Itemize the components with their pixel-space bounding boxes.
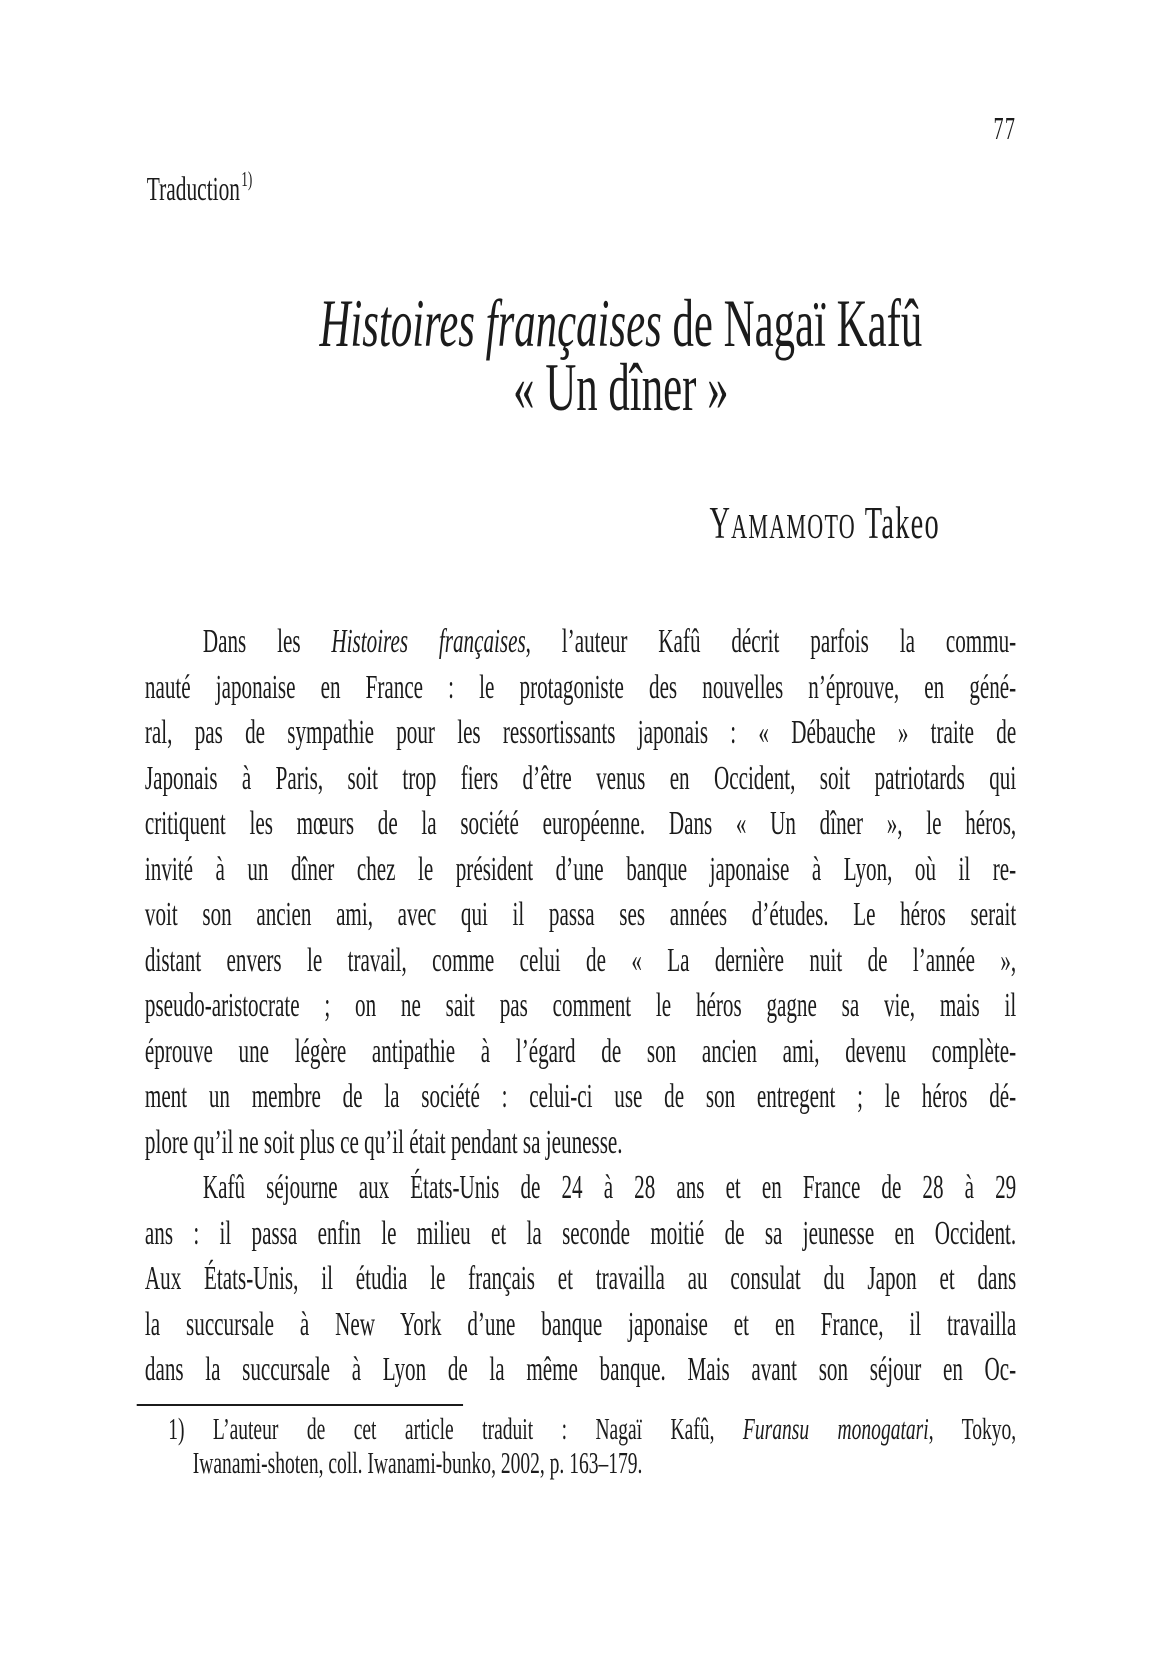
text-segment: voit son ancien ami, avec qui il passa ses années d’études. Le héros serait bbox=[144, 896, 1017, 933]
italic-text-segment: Histoires françaises bbox=[331, 623, 526, 660]
text-segment: 1) L’auteur de cet article traduit : Nagaï Kafû, bbox=[168, 1411, 743, 1446]
body-line bbox=[145, 1165, 1016, 1211]
text-segment: nauté japonaise en France : le protagoniste des nouvelles n’éprouve, en géné- bbox=[144, 668, 1017, 706]
text-segment: Kafû séjourne aux États-Unis de 24 à 28 ans et en France de 28 à 29 bbox=[202, 1169, 1017, 1206]
text-segment: , Tokyo, bbox=[928, 1411, 1017, 1446]
body-line bbox=[145, 710, 1016, 756]
body-line bbox=[145, 756, 1016, 802]
body-line bbox=[145, 801, 1016, 847]
page-number: 77 bbox=[993, 110, 1017, 146]
article-title bbox=[38, 285, 1166, 425]
text-segment: invité à un dîner chez le président d’une banque japonaise à Lyon, où il re- bbox=[144, 850, 1017, 888]
body-line bbox=[145, 1302, 1016, 1348]
running-head bbox=[147, 167, 253, 209]
body-line bbox=[145, 1074, 1016, 1120]
footnote-reference-marker: 1) bbox=[241, 167, 253, 191]
text-segment: éprouve une légère antipathie à l’égard de son ancien ami, devenu complète- bbox=[144, 1032, 1017, 1070]
text-segment: ment un membre de la société : celui-ci use de son entregent ; le héros dé- bbox=[144, 1078, 1017, 1115]
text-segment: critiquent les mœurs de la société européenne. Dans « Un dîner », le héros, bbox=[144, 805, 1017, 842]
title-author-part: de Nagaï Kafû bbox=[661, 285, 923, 361]
text-segment: , l’auteur Kafû décrit parfois la commu- bbox=[525, 623, 1017, 660]
author-given-name: Takeo bbox=[864, 498, 940, 548]
footnote-line bbox=[193, 1446, 643, 1480]
author-name bbox=[709, 497, 940, 549]
article-body bbox=[145, 619, 1016, 1393]
body-line bbox=[145, 619, 1016, 665]
italic-text-segment: Furansu monogatari bbox=[742, 1411, 929, 1446]
text-segment: Dans les bbox=[202, 623, 332, 660]
footnote-rule bbox=[137, 1404, 463, 1406]
body-line bbox=[145, 1029, 1016, 1075]
text-segment: plore qu’il ne soit plus ce qu’il était pendant sa jeunesse. bbox=[144, 1123, 623, 1161]
text-segment: la succursale à New York d’une banque japonaise et en France, il travailla bbox=[144, 1305, 1017, 1343]
body-line bbox=[145, 938, 1016, 984]
running-head-label: Traduction bbox=[146, 171, 241, 208]
text-segment: dans la succursale à Lyon de la même banque. Mais avant son séjour en Oc- bbox=[144, 1351, 1017, 1388]
body-line bbox=[145, 1347, 1016, 1393]
title-work-name: Histoires françaises bbox=[319, 285, 662, 361]
author-surname-initial: Y bbox=[709, 498, 732, 548]
body-line bbox=[145, 1211, 1016, 1257]
body-line bbox=[145, 665, 1016, 711]
body-line bbox=[145, 1256, 1016, 1302]
body-line bbox=[145, 892, 1016, 938]
article-title-line2: « Un dîner » bbox=[513, 349, 729, 425]
text-segment: ral, pas de sympathie pour les ressortissants japonais : « Débauche » traite de bbox=[144, 714, 1017, 751]
body-line bbox=[145, 847, 1016, 893]
article-title-line1 bbox=[38, 285, 1166, 361]
text-segment: Japonais à Paris, soit trop fiers d’être venus en Occident, soit patriotards qui bbox=[144, 759, 1017, 797]
text-segment: pseudo-aristocrate ; on ne sait pas comment le héros gagne sa vie, mais il bbox=[144, 987, 1017, 1024]
body-line bbox=[145, 983, 1016, 1029]
body-line bbox=[145, 1120, 1016, 1166]
text-segment: Iwanami-shoten, coll. Iwanami-bunko, 2002, p. 163–179. bbox=[192, 1445, 643, 1480]
footnote-line bbox=[168, 1412, 1016, 1446]
text-segment: ans : il passa enfin le milieu et la seconde moitié de sa jeunesse en Occident. bbox=[144, 1214, 1017, 1252]
author-surname-smallcaps: AMAMOTO bbox=[731, 507, 856, 546]
text-segment: Aux États-Unis, il étudia le français et travailla au consulat du Japon et dans bbox=[144, 1260, 1017, 1297]
text-segment: distant envers le travail, comme celui de « La dernière nuit de l’année », bbox=[144, 941, 1017, 979]
